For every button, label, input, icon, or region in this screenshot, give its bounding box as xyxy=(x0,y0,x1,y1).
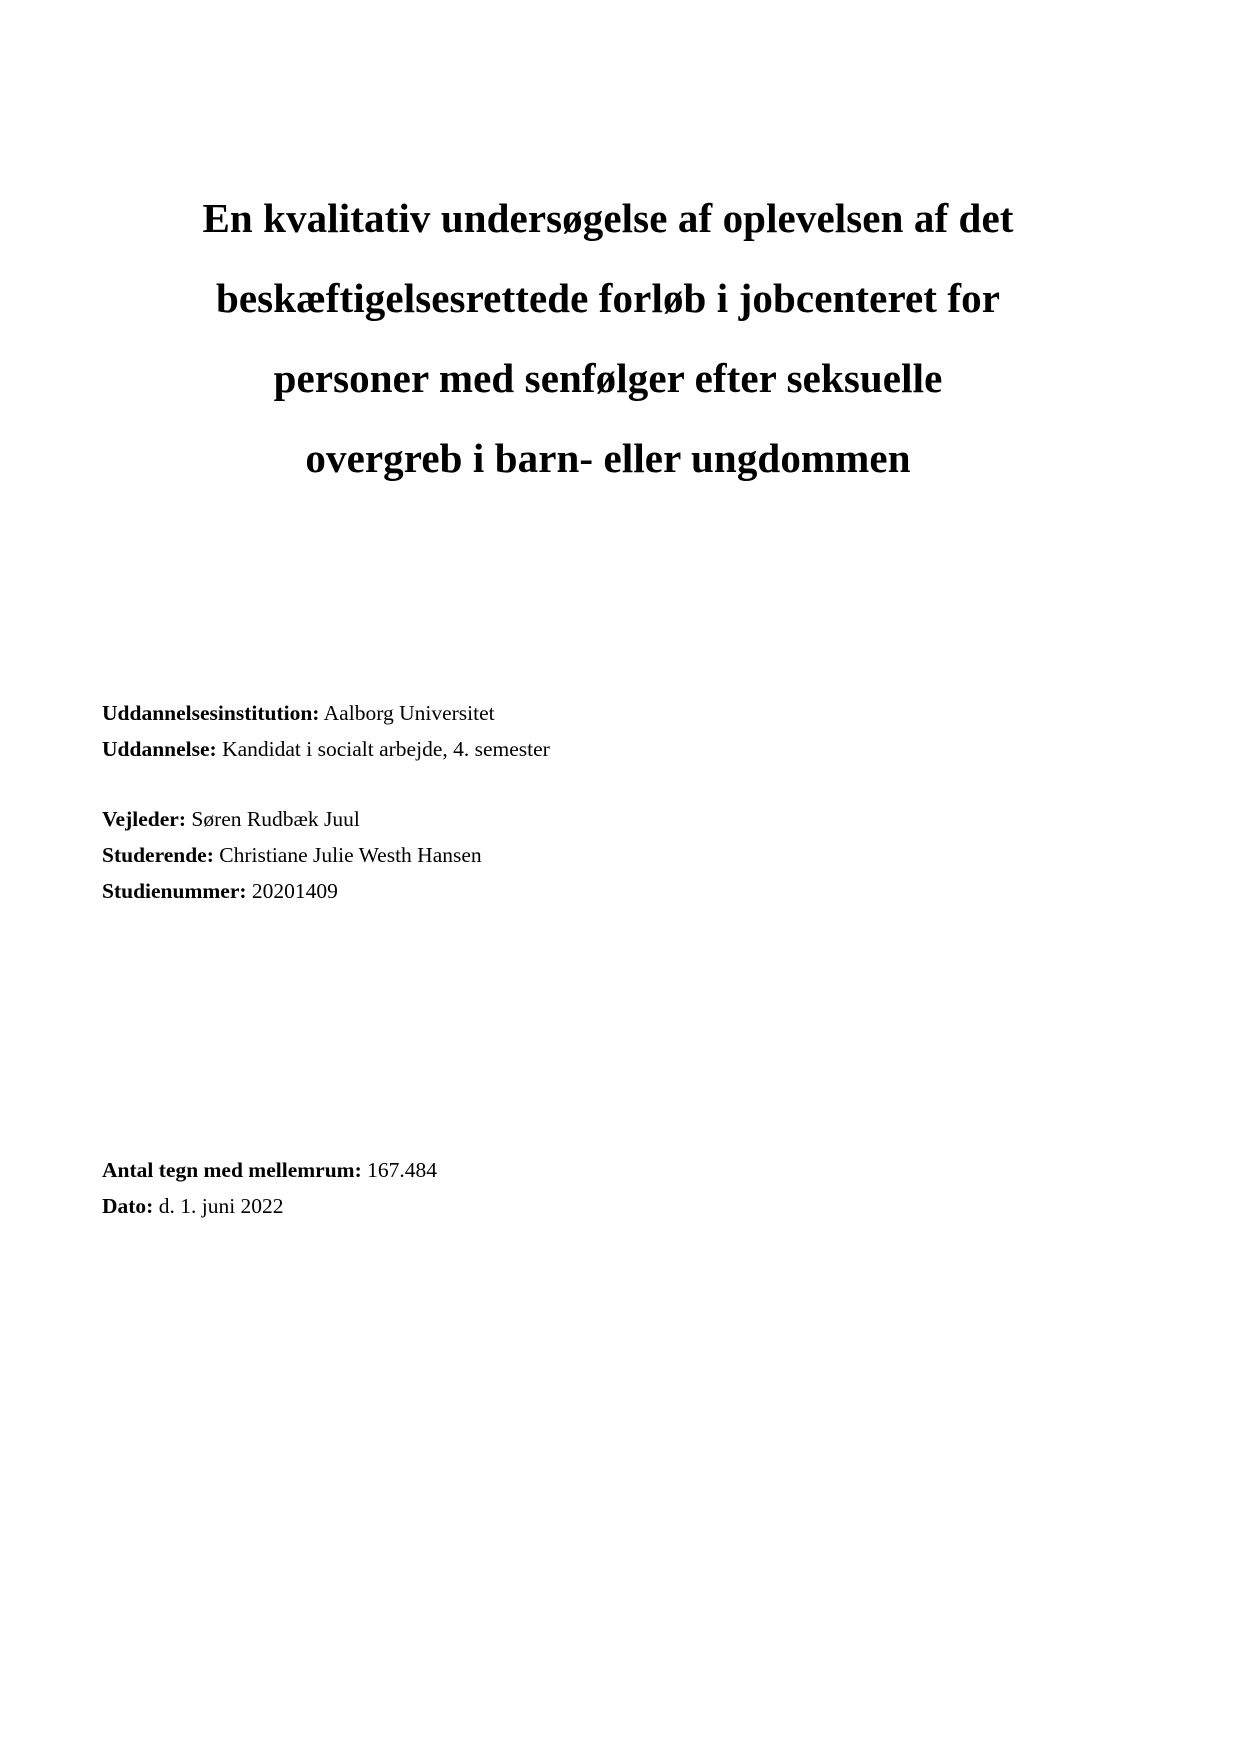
metadata-value-supervisor: Søren Rudbæk Juul xyxy=(191,807,360,831)
title-line-1: En kvalitativ undersøgelse af oplevelsen af det xyxy=(202,195,1014,241)
metadata-row-date xyxy=(102,1188,1002,1224)
people-metadata-group xyxy=(102,801,1002,909)
thesis-title xyxy=(108,178,1108,498)
metadata-value-student-number: 20201409 xyxy=(251,879,338,903)
metadata-row-programme xyxy=(102,731,1002,767)
metadata-row-student xyxy=(102,837,1002,873)
metadata-label-date: Dato: xyxy=(102,1194,154,1218)
title-line-2: beskæftigelsesrettede forløb i jobcenteret for xyxy=(215,275,1001,321)
submission-metadata-group xyxy=(102,1152,1002,1224)
metadata-value-institution: Aalborg Universitet xyxy=(323,701,495,725)
metadata-label-institution: Uddannelsesinstitution: xyxy=(102,701,320,725)
metadata-value-date: d. 1. juni 2022 xyxy=(158,1194,284,1218)
metadata-row-character-count xyxy=(102,1152,1002,1188)
metadata-label-programme: Uddannelse: xyxy=(102,737,217,761)
institution-metadata-group xyxy=(102,695,1002,767)
metadata-value-character-count: 167.484 xyxy=(367,1158,437,1182)
metadata-value-student: Christiane Julie Westh Hansen xyxy=(219,843,482,867)
metadata-row-institution xyxy=(102,695,1002,731)
metadata-label-student: Studerende: xyxy=(102,843,214,867)
title-line-3: personer med senfølger efter seksuelle xyxy=(273,355,943,401)
metadata-row-student-number xyxy=(102,873,1002,909)
metadata-label-supervisor: Vejleder: xyxy=(102,807,186,831)
metadata-label-character-count: Antal tegn med mellemrum: xyxy=(102,1158,362,1182)
metadata-row-supervisor xyxy=(102,801,1002,837)
title-line-4: overgreb i barn- eller ungdommen xyxy=(305,435,911,481)
metadata-value-programme: Kandidat i socialt arbejde, 4. semester xyxy=(222,737,550,761)
metadata-label-student-number: Studienummer: xyxy=(102,879,247,903)
